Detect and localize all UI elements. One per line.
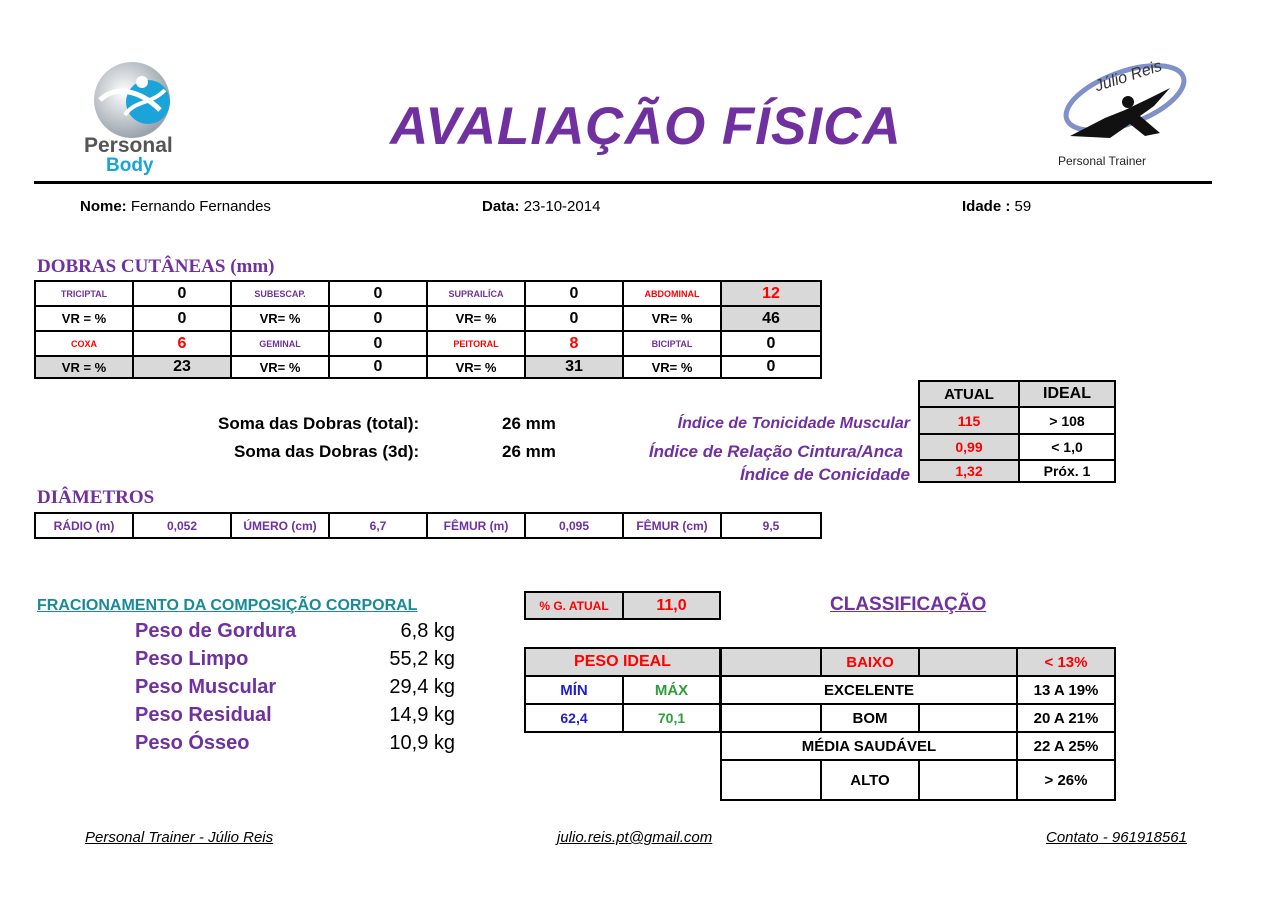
dobra-value: 0 [329,306,427,331]
composicao-item [135,620,455,648]
age-value: 59 [1014,198,1032,215]
dobra-label: SUPRAILÍCA [427,281,525,306]
name-field [80,198,271,215]
soma-total-value: 26 mm [502,414,556,433]
peso-ideal-max-label: MÁX [623,676,720,704]
age-label: Idade : [962,198,1011,215]
dobra-label: VR = % [35,356,133,378]
soma-total-label: Soma das Dobras (total): [218,414,420,433]
soma-3d-label: Soma das Dobras (3d): [234,442,420,461]
diametro-label: ÚMERO (cm) [231,513,329,538]
diametros-table [34,512,822,539]
composicao-value: 10,9 kg [389,732,455,754]
classificacao-spacer [919,704,1017,732]
dobra-value: 0 [133,306,231,331]
peso-ideal-max: 70,1 [623,704,720,732]
dobra-label: ABDOMINAL [623,281,721,306]
dobra-value: 6 [133,331,231,356]
dobra-value: 0 [721,331,821,356]
soma-3d-value: 26 mm [502,442,556,461]
composicao-item [135,732,455,760]
dobra-value: 0 [525,281,623,306]
classificacao-label: BOM [821,704,919,732]
classificacao-spacer [721,760,821,800]
classificacao-range: 22 A 25% [1017,732,1115,760]
date-label: Data: [482,198,520,215]
dobra-label: VR= % [623,356,721,378]
classificacao-spacer [919,760,1017,800]
diametro-label: FÊMUR (m) [427,513,525,538]
dobra-label: BICIPTAL [623,331,721,356]
composicao-item [135,704,455,732]
classificacao-title: CLASSIFICAÇÃO [830,594,987,615]
dobra-value: 0 [133,281,231,306]
dobras-table [34,280,822,379]
logo-left-text-1: Personal [84,134,173,157]
indices-header-atual: ATUAL [919,381,1019,407]
composicao-label: Peso de Gordura [135,620,297,642]
classificacao-range: 13 A 19% [1017,676,1115,704]
diametro-value: 6,7 [329,513,427,538]
classificacao-label: BAIXO [821,648,919,676]
composicao-value: 6,8 kg [400,620,455,642]
peso-ideal-min: 62,4 [525,704,623,732]
composicao-value: 55,2 kg [389,648,455,670]
dobra-label: VR= % [623,306,721,331]
indice-label: Índice de Relação Cintura/Anca [648,442,903,461]
personal-body-logo-icon [80,60,190,140]
classificacao-label: ALTO [821,760,919,800]
indice-ideal: Próx. 1 [1019,460,1115,482]
composicao-label: Peso Ósseo [135,732,250,754]
indice-atual: 115 [919,407,1019,434]
classificacao-range: 20 A 21% [1017,704,1115,732]
julio-reis-logo [1050,58,1195,173]
dobra-label: VR = % [35,306,133,331]
dobra-value: 0 [329,331,427,356]
classificacao-spacer [721,648,821,676]
gordura-label: % G. ATUAL [525,592,623,619]
diametro-value: 0,052 [133,513,231,538]
dobra-label: VR= % [427,306,525,331]
gordura-atual-table [524,591,721,620]
date-value: 23-10-2014 [523,198,601,215]
composicao-value: 29,4 kg [389,676,455,698]
dobra-value: 0 [329,281,427,306]
dobra-label: GEMINAL [231,331,329,356]
dobra-label: VR= % [427,356,525,378]
classificacao-spacer [721,704,821,732]
classificacao-label: MÉDIA SAUDÁVEL [721,732,1017,760]
dobra-value: 23 [133,356,231,378]
diametro-label: RÁDIO (m) [35,513,133,538]
classificacao-range: > 26% [1017,760,1115,800]
peso-ideal-min-label: MÍN [525,676,623,704]
peso-ideal-title: PESO IDEAL [525,648,720,676]
composicao-item [135,648,455,676]
dobra-value: 31 [525,356,623,378]
personal-body-logo [80,60,190,180]
composicao-value: 14,9 kg [389,704,455,726]
footer-contact: Contato - 961918561 [1046,829,1187,846]
indice-label: Índice de Conicidade [739,465,910,484]
composicao-label: Peso Limpo [135,648,249,670]
indice-ideal: > 108 [1019,407,1115,434]
dobra-label: VR= % [231,356,329,378]
logo-right-text-2: Personal Trainer [1058,154,1147,168]
indice-atual: 1,32 [919,460,1019,482]
logo-right-text-1: Júlio Reis [1092,57,1165,96]
classificacao-label: EXCELENTE [721,676,1017,704]
diametro-label: FÊMUR (cm) [623,513,721,538]
logo-left-text-2: Body [106,155,154,176]
dobra-label: COXA [35,331,133,356]
dobra-label: PEITORAL [427,331,525,356]
footer-email-link[interactable]: julio.reis.pt@gmail.com [557,829,713,846]
classificacao-spacer [919,648,1017,676]
name-value: Fernando Fernandes [130,198,271,215]
indices-header-ideal: IDEAL [1019,381,1115,407]
dobra-value: 46 [721,306,821,331]
dobra-value: 12 [721,281,821,306]
indice-ideal: < 1,0 [1019,434,1115,460]
composicao-title: FRACIONAMENTO DA COMPOSIÇÃO CORPORAL [37,597,418,614]
classificacao-range: < 13% [1017,648,1115,676]
diametro-value: 0,095 [525,513,623,538]
header-divider [34,181,1212,184]
footer-trainer: Personal Trainer - Júlio Reis [85,829,274,846]
diametros-title: DIÂMETROS [37,487,155,508]
dobra-value: 8 [525,331,623,356]
classificacao-table [720,647,1116,801]
dobra-value: 0 [329,356,427,378]
dobra-label: SUBESCAP. [231,281,329,306]
dobra-value: 0 [525,306,623,331]
age-field [962,198,1031,215]
indice-label: Índice de Tonicidade Muscular [677,415,910,432]
composicao-label: Peso Muscular [135,676,277,698]
dobra-label: TRICIPTAL [35,281,133,306]
gordura-value: 11,0 [623,592,720,619]
dobra-value: 0 [721,356,821,378]
dobra-label: VR= % [231,306,329,331]
diametro-value: 9,5 [721,513,821,538]
dobras-title: DOBRAS CUTÂNEAS (mm) [37,256,275,277]
page-title: AVALIAÇÃO FÍSICA [390,97,902,156]
indice-atual: 0,99 [919,434,1019,460]
composicao-label: Peso Residual [135,704,272,726]
composicao-item [135,676,455,704]
peso-ideal-table [524,647,721,733]
date-field [482,198,600,215]
indices-table [918,380,1116,483]
name-label: Nome: [80,198,127,215]
composicao-list [135,620,455,760]
